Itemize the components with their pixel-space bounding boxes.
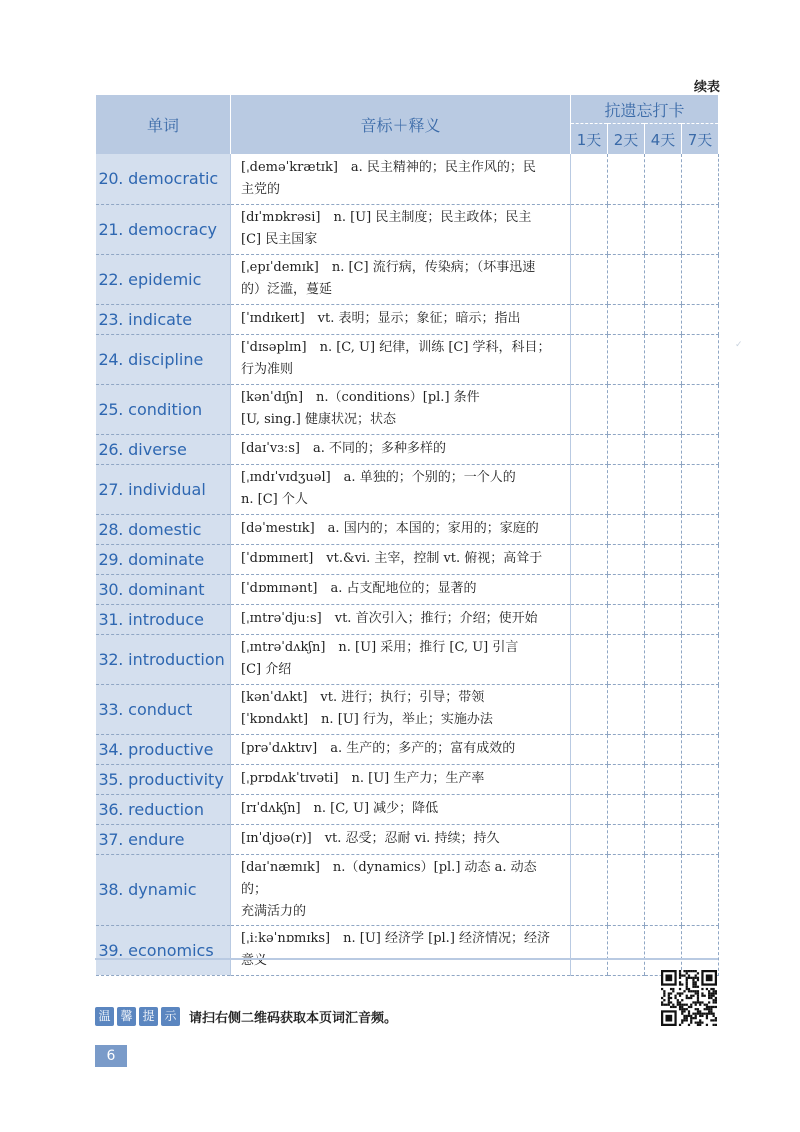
review-checkbox-cell[interactable] xyxy=(608,254,645,304)
header-day-1: 1天 xyxy=(571,124,608,155)
review-checkbox-cell[interactable] xyxy=(608,925,645,975)
review-checkbox-cell[interactable] xyxy=(608,794,645,824)
review-checkbox-cell[interactable] xyxy=(608,334,645,384)
word-text: endure xyxy=(128,829,185,849)
review-checkbox-cell[interactable] xyxy=(608,764,645,794)
definition-cell xyxy=(231,684,571,734)
definition-line: 的）泛滥，蔓延 xyxy=(241,282,333,297)
review-checkbox-cell[interactable] xyxy=(645,254,682,304)
review-checkbox-cell[interactable] xyxy=(571,334,608,384)
definition-cell xyxy=(231,464,571,514)
review-checkbox-cell[interactable] xyxy=(608,304,645,334)
review-checkbox-cell[interactable] xyxy=(645,154,682,204)
review-checkbox-cell[interactable] xyxy=(608,154,645,204)
page-number: 6 xyxy=(95,1045,127,1067)
definition-line: [prəˈdʌktɪv] a. 生产的；多产的；富有成效的 xyxy=(241,741,516,756)
review-checkbox-cell[interactable] xyxy=(608,854,645,925)
word-number: 28. xyxy=(98,519,124,539)
word-text: democratic xyxy=(128,169,219,189)
word-number: 26. xyxy=(98,439,124,459)
word-text: productive xyxy=(128,739,214,759)
table-row xyxy=(96,854,719,925)
word-number: 22. xyxy=(98,269,124,289)
review-checkbox-cell[interactable] xyxy=(608,384,645,434)
review-checkbox-cell[interactable] xyxy=(608,684,645,734)
review-checkbox-cell[interactable] xyxy=(645,824,682,854)
review-checkbox-cell[interactable] xyxy=(682,824,719,854)
review-checkbox-cell[interactable] xyxy=(571,794,608,824)
review-checkbox-cell[interactable] xyxy=(645,334,682,384)
definition-cell xyxy=(231,514,571,544)
definition-cell xyxy=(231,574,571,604)
definition-cell xyxy=(231,854,571,925)
definition-line: 行为准则 xyxy=(241,362,294,377)
definition-line: [ˈdɒmɪnənt] a. 占支配地位的；显著的 xyxy=(241,581,477,596)
tip-badge-char: 温 xyxy=(95,1007,114,1026)
definition-cell xyxy=(231,434,571,464)
review-checkbox-cell[interactable] xyxy=(682,514,719,544)
review-checkbox-cell[interactable] xyxy=(645,925,682,975)
definition-line: [ɪnˈdjʊə(r)] vt. 忍受；忍耐 vi. 持续；持久 xyxy=(241,831,500,846)
word-cell xyxy=(96,764,231,794)
review-checkbox-cell[interactable] xyxy=(645,854,682,925)
review-checkbox-cell[interactable] xyxy=(645,464,682,514)
definition-line: [ˈkɒndʌkt] n. [U] 行为，举止；实施办法 xyxy=(241,712,493,727)
review-checkbox-cell[interactable] xyxy=(608,604,645,634)
header-word: 单词 xyxy=(96,95,231,154)
review-checkbox-cell[interactable] xyxy=(571,544,608,574)
table-row xyxy=(96,734,719,764)
definition-line: [kənˈdʌkt] vt. 进行；执行；引导；带领 xyxy=(241,690,485,705)
review-checkbox-cell[interactable] xyxy=(571,384,608,434)
word-text: productivity xyxy=(128,769,224,789)
review-checkbox-cell[interactable] xyxy=(645,204,682,254)
table-bottom-border xyxy=(95,958,718,960)
definition-line: [ˌɪntrəˈdjuːs] vt. 首次引入；推行；介绍；使开始 xyxy=(241,611,538,626)
table-row xyxy=(96,204,719,254)
word-number: 37. xyxy=(98,829,124,849)
review-checkbox-cell[interactable] xyxy=(682,334,719,384)
continue-label: 续表 xyxy=(693,80,720,95)
review-checkbox-cell[interactable] xyxy=(571,824,608,854)
review-checkbox-cell[interactable] xyxy=(682,384,719,434)
review-checkbox-cell[interactable] xyxy=(645,604,682,634)
word-text: dominate xyxy=(128,549,205,569)
definition-line: [ˌdeməˈkrætɪk] a. 民主精神的；民主作风的；民 xyxy=(241,159,536,175)
header-day-4: 4天 xyxy=(645,124,682,155)
definition-line: [rɪˈdʌkʃn] n. [C, U] 减少；降低 xyxy=(241,801,439,816)
word-cell xyxy=(96,384,231,434)
review-checkbox-cell[interactable] xyxy=(571,464,608,514)
word-cell xyxy=(96,734,231,764)
definition-cell xyxy=(231,794,571,824)
table-row xyxy=(96,514,719,544)
word-cell xyxy=(96,684,231,734)
review-checkbox-cell[interactable] xyxy=(571,574,608,604)
review-checkbox-cell[interactable] xyxy=(571,514,608,544)
word-cell xyxy=(96,514,231,544)
review-checkbox-cell[interactable] xyxy=(645,684,682,734)
word-number: 23. xyxy=(98,309,124,329)
word-text: epidemic xyxy=(128,269,202,289)
review-checkbox-cell[interactable] xyxy=(645,794,682,824)
definition-cell xyxy=(231,634,571,684)
review-checkbox-cell[interactable] xyxy=(608,544,645,574)
definition-cell xyxy=(231,544,571,574)
word-number: 21. xyxy=(98,219,124,239)
vocabulary-table xyxy=(95,95,719,976)
definition-line: [kənˈdɪʃn] n.（conditions）[pl.] 条件 xyxy=(241,390,480,405)
definition-line: [daɪˈnæmɪk] n.（dynamics）[pl.] 动态 a. 动态的； xyxy=(241,859,537,897)
definition-line: n. [C] 个人 xyxy=(241,492,308,507)
review-checkbox-cell[interactable] xyxy=(682,254,719,304)
header-day-2: 2天 xyxy=(608,124,645,155)
table-row xyxy=(96,334,719,384)
word-cell xyxy=(96,304,231,334)
table-row xyxy=(96,925,719,975)
definition-line: [ˌepɪˈdemɪk] n. [C] 流行病，传染病；（坏事迅速 xyxy=(241,260,536,275)
review-checkbox-cell[interactable] xyxy=(682,854,719,925)
table-row xyxy=(96,464,719,514)
review-checkbox-cell[interactable] xyxy=(608,204,645,254)
review-checkbox-cell[interactable] xyxy=(682,684,719,734)
table-row xyxy=(96,764,719,794)
review-checkbox-cell[interactable] xyxy=(571,684,608,734)
review-checkbox-cell[interactable] xyxy=(608,574,645,604)
word-number: 32. xyxy=(98,649,124,669)
word-text: domestic xyxy=(128,519,202,539)
review-checkbox-cell[interactable] xyxy=(571,604,608,634)
definition-line: 意义 xyxy=(241,953,268,968)
review-checkbox-cell[interactable] xyxy=(645,764,682,794)
definition-line: [ˈɪndɪkeɪt] vt. 表明；显示；象征；暗示；指出 xyxy=(241,311,521,326)
definition-line: [ˌiːkəˈnɒmɪks] n. [U] 经济学 [pl.] 经济情况；经济 xyxy=(241,931,551,946)
word-cell xyxy=(96,574,231,604)
table-row xyxy=(96,434,719,464)
review-checkbox-cell[interactable] xyxy=(682,925,719,975)
review-checkbox-cell[interactable] xyxy=(571,634,608,684)
review-checkbox-cell[interactable] xyxy=(608,434,645,464)
review-checkbox-cell[interactable] xyxy=(645,544,682,574)
table-row xyxy=(96,384,719,434)
definition-line: [ˌɪndɪˈvɪdʒuəl] a. 单独的；个别的；一个人的 xyxy=(241,470,516,485)
review-checkbox-cell[interactable] xyxy=(571,764,608,794)
definition-cell xyxy=(231,334,571,384)
tip-text: 请扫右侧二维码获取本页词汇音频。 xyxy=(189,1010,398,1026)
definition-cell xyxy=(231,925,571,975)
word-text: reduction xyxy=(128,799,204,819)
table-row xyxy=(96,794,719,824)
word-number: 36. xyxy=(98,799,124,819)
review-checkbox-cell[interactable] xyxy=(645,304,682,334)
review-checkbox-cell[interactable] xyxy=(645,574,682,604)
word-number: 20. xyxy=(98,169,124,189)
word-cell xyxy=(96,204,231,254)
word-number: 33. xyxy=(98,699,124,719)
word-text: introduce xyxy=(128,609,204,629)
word-cell xyxy=(96,634,231,684)
review-checkbox-cell[interactable] xyxy=(571,154,608,204)
review-checkbox-cell[interactable] xyxy=(682,464,719,514)
review-checkbox-cell[interactable] xyxy=(645,384,682,434)
word-text: introduction xyxy=(128,649,225,669)
word-text: dominant xyxy=(128,579,205,599)
word-text: conduct xyxy=(128,699,193,719)
review-checkbox-cell[interactable] xyxy=(571,254,608,304)
definition-line: [dɪˈmɒkrəsi] n. [U] 民主制度；民主政体；民主 xyxy=(241,210,532,225)
definition-line: 主党的 xyxy=(241,181,281,197)
review-checkbox-cell[interactable] xyxy=(682,574,719,604)
word-cell xyxy=(96,544,231,574)
word-number: 27. xyxy=(98,479,124,499)
definition-cell xyxy=(231,384,571,434)
margin-mark: ✓ xyxy=(735,340,743,350)
word-number: 31. xyxy=(98,609,124,629)
definition-line: [ˌɪntrəˈdʌkʃn] n. [U] 采用；推行 [C, U] 引言 xyxy=(241,640,519,655)
review-checkbox-cell[interactable] xyxy=(645,734,682,764)
word-number: 35. xyxy=(98,769,124,789)
definition-cell xyxy=(231,764,571,794)
definition-cell xyxy=(231,154,571,204)
review-checkbox-cell[interactable] xyxy=(608,734,645,764)
review-checkbox-cell[interactable] xyxy=(682,154,719,204)
review-checkbox-cell[interactable] xyxy=(608,824,645,854)
review-checkbox-cell[interactable] xyxy=(645,434,682,464)
review-checkbox-cell[interactable] xyxy=(682,794,719,824)
table-row xyxy=(96,304,719,334)
table-row xyxy=(96,574,719,604)
definition-cell xyxy=(231,254,571,304)
header-definition: 音标＋释义 xyxy=(231,95,571,154)
qr-code-icon[interactable] xyxy=(661,970,717,1026)
table-row xyxy=(96,544,719,574)
review-checkbox-cell[interactable] xyxy=(608,514,645,544)
review-checkbox-cell[interactable] xyxy=(571,204,608,254)
vocabulary-rows xyxy=(96,154,719,975)
table-row xyxy=(96,634,719,684)
tip-bar xyxy=(95,1003,397,1029)
word-cell xyxy=(96,824,231,854)
table-row xyxy=(96,604,719,634)
definition-line: [dəˈmestɪk] a. 国内的；本国的；家用的；家庭的 xyxy=(241,521,539,536)
review-checkbox-cell[interactable] xyxy=(571,434,608,464)
review-checkbox-cell[interactable] xyxy=(571,854,608,925)
word-cell xyxy=(96,604,231,634)
definition-line: [daɪˈvɜːs] a. 不同的；多种多样的 xyxy=(241,441,446,456)
review-checkbox-cell[interactable] xyxy=(682,434,719,464)
word-text: democracy xyxy=(128,219,217,239)
table-row xyxy=(96,254,719,304)
review-checkbox-cell[interactable] xyxy=(682,544,719,574)
word-cell xyxy=(96,254,231,304)
word-cell xyxy=(96,854,231,925)
header-day-7: 7天 xyxy=(682,124,719,155)
word-cell xyxy=(96,334,231,384)
word-number: 24. xyxy=(98,349,124,369)
definition-cell xyxy=(231,304,571,334)
word-text: dynamic xyxy=(128,880,197,899)
definition-cell xyxy=(231,734,571,764)
word-number: 25. xyxy=(98,399,124,419)
definition-line: 充满活力的 xyxy=(241,903,307,919)
table-row xyxy=(96,684,719,734)
definition-line: [ˌprɒdʌkˈtɪvəti] n. [U] 生产力；生产率 xyxy=(241,771,485,786)
word-number: 29. xyxy=(98,549,124,569)
review-checkbox-cell[interactable] xyxy=(645,634,682,684)
review-checkbox-cell[interactable] xyxy=(571,304,608,334)
definition-line: [U, sing.] 健康状况；状态 xyxy=(241,412,396,427)
review-checkbox-cell[interactable] xyxy=(682,734,719,764)
word-number: 38. xyxy=(98,880,124,899)
word-text: diverse xyxy=(128,439,187,459)
definition-line: [C] 民主国家 xyxy=(241,232,318,247)
word-text: individual xyxy=(128,479,206,499)
word-number: 30. xyxy=(98,579,124,599)
word-cell xyxy=(96,794,231,824)
review-checkbox-cell[interactable] xyxy=(571,925,608,975)
definition-cell xyxy=(231,204,571,254)
definition-line: [ˈdɒmɪneɪt] vt.&vi. 主宰，控制 vt. 俯视；高耸于 xyxy=(241,551,543,566)
word-cell xyxy=(96,154,231,204)
table-row xyxy=(96,824,719,854)
word-text: economics xyxy=(128,940,214,960)
definition-line: [ˈdɪsəplɪn] n. [C, U] 纪律，训练 [C] 学科，科目； xyxy=(241,340,551,355)
tip-badge-char: 馨 xyxy=(117,1007,136,1026)
review-checkbox-cell[interactable] xyxy=(608,634,645,684)
definition-cell xyxy=(231,824,571,854)
table-row xyxy=(96,154,719,204)
word-cell xyxy=(96,925,231,975)
review-checkbox-cell[interactable] xyxy=(682,204,719,254)
review-checkbox-cell[interactable] xyxy=(571,734,608,764)
word-text: indicate xyxy=(128,309,193,329)
review-checkbox-cell[interactable] xyxy=(682,604,719,634)
word-text: condition xyxy=(128,399,203,419)
review-checkbox-cell[interactable] xyxy=(608,464,645,514)
review-checkbox-cell[interactable] xyxy=(682,304,719,334)
word-cell xyxy=(96,434,231,464)
word-number: 34. xyxy=(98,739,124,759)
review-checkbox-cell[interactable] xyxy=(682,634,719,684)
tip-badge-char: 示 xyxy=(161,1007,180,1026)
definition-line: [C] 介绍 xyxy=(241,662,292,677)
word-number: 39. xyxy=(98,940,124,960)
tip-badge-char: 提 xyxy=(139,1007,158,1026)
review-checkbox-cell[interactable] xyxy=(682,764,719,794)
review-checkbox-cell[interactable] xyxy=(645,514,682,544)
word-text: discipline xyxy=(128,349,204,369)
header-review: 抗遗忘打卡 xyxy=(571,95,719,124)
definition-cell xyxy=(231,604,571,634)
word-cell xyxy=(96,464,231,514)
